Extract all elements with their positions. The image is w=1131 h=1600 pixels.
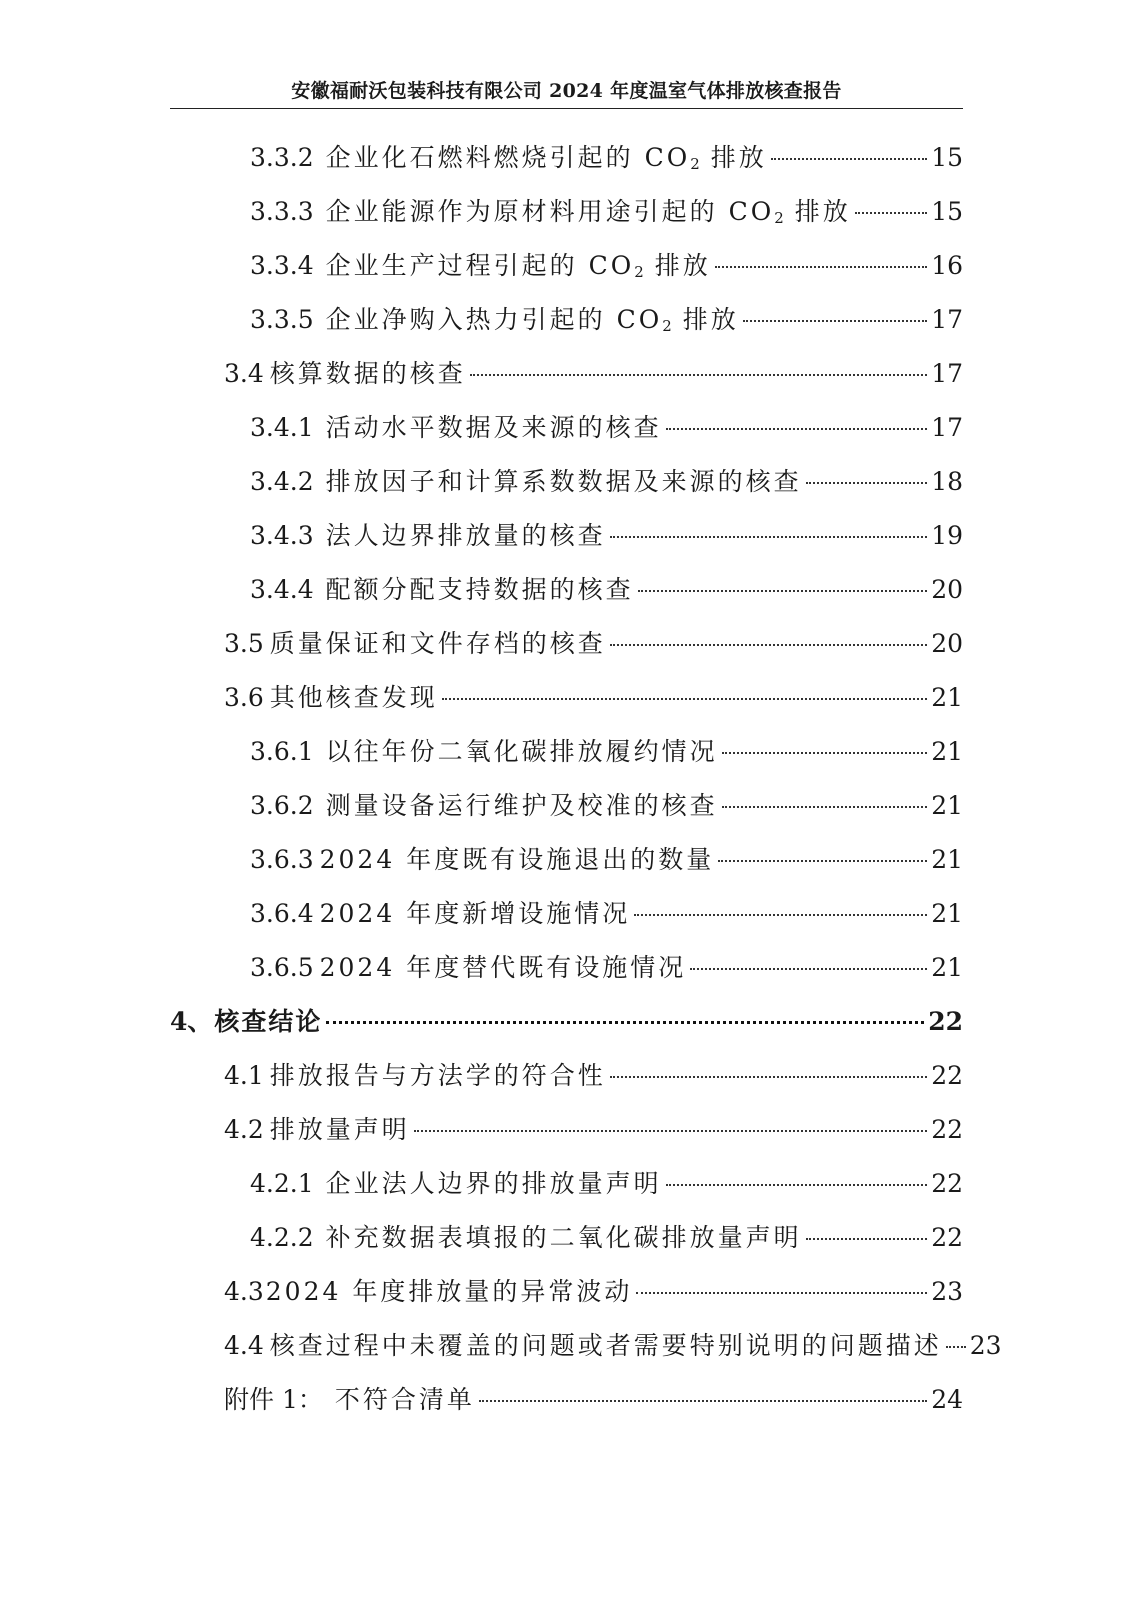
toc-title: 核查过程中未覆盖的问题或者需要特别说明的问题描述 (269, 1331, 942, 1360)
toc-entry-3-5[interactable] (224, 626, 963, 662)
toc-entry-3-6[interactable] (224, 680, 963, 716)
toc-page-number: 17 (931, 305, 963, 334)
toc-number: 3.6.3 (250, 845, 314, 874)
toc-number: 4.2.2 (250, 1223, 314, 1252)
toc-title: 企业法人边界的排放量声明 (325, 1169, 662, 1198)
toc-page-number: 17 (931, 359, 963, 388)
dot-leader (806, 482, 928, 484)
toc-page-number: 21 (931, 899, 963, 928)
toc-number: 3.6.4 (250, 899, 314, 928)
toc-title: 其他核查发现 (269, 683, 438, 712)
dot-leader (855, 212, 927, 214)
dot-leader (326, 1021, 924, 1024)
toc-number: 3.4 (224, 359, 264, 388)
dot-leader (634, 914, 927, 916)
toc-title: 2024 年度排放量的异常波动 (265, 1277, 633, 1306)
toc-entry-4-1[interactable] (224, 1058, 963, 1094)
toc-title: 配额分配支持数据的核查 (325, 575, 634, 604)
toc-number: 3.3.2 (250, 143, 314, 172)
toc-page-number: 22 (931, 1223, 963, 1252)
toc-page-number: 15 (931, 143, 963, 172)
toc-title: 质量保证和文件存档的核查 (269, 629, 606, 658)
toc-number: 4.1 (224, 1061, 264, 1090)
header-rule (170, 108, 963, 109)
toc-number: 3.5 (224, 629, 264, 658)
toc-number: 3.4.3 (250, 521, 314, 550)
toc-entry-appendix-1[interactable] (224, 1382, 963, 1418)
toc-entry-3-4-2[interactable] (250, 464, 963, 500)
dot-leader (638, 590, 928, 592)
toc-title: 核查结论 (214, 1007, 323, 1036)
toc-number: 3.3.4 (250, 251, 314, 280)
dot-leader (806, 1238, 928, 1240)
toc-number: 3.6 (224, 683, 264, 712)
toc-entry-3-4-3[interactable] (250, 518, 963, 554)
toc-entry-3-3-5[interactable] (250, 302, 963, 338)
dot-leader (666, 428, 928, 430)
toc-page-number: 19 (931, 521, 963, 550)
header-title: 安徽福耐沃包装科技有限公司 2024 年度温室气体排放核查报告 (291, 80, 842, 102)
toc-page-number: 18 (931, 467, 963, 496)
toc-page-number: 20 (931, 575, 963, 604)
toc-page-number: 21 (931, 953, 963, 982)
toc-entry-4-3[interactable] (224, 1274, 963, 1310)
dot-leader (722, 806, 928, 808)
toc-page-number: 23 (969, 1331, 1002, 1360)
toc-title: 企业能源作为原材料用途引起的 $CO_2$ 排放 (325, 197, 851, 227)
toc-page-number: 23 (931, 1277, 963, 1306)
toc-number: 3.3.5 (250, 305, 314, 334)
toc-title: 排放因子和计算系数数据及来源的核查 (325, 467, 802, 496)
toc-title: 以往年份二氧化碳排放履约情况 (325, 737, 718, 766)
toc-title: 活动水平数据及来源的核查 (325, 413, 662, 442)
dot-leader (470, 374, 927, 376)
toc-number: 3.6.5 (250, 953, 314, 982)
toc-entry-4-2[interactable] (224, 1112, 963, 1148)
toc-title: 排放报告与方法学的符合性 (269, 1061, 606, 1090)
dot-leader (610, 1076, 927, 1078)
toc-page-number: 16 (931, 251, 963, 280)
toc-number: 4.3 (224, 1277, 264, 1306)
toc-entry-3-6-5[interactable] (250, 950, 963, 986)
dot-leader (666, 1184, 928, 1186)
toc-entry-3-4-4[interactable] (250, 572, 963, 608)
dot-leader (715, 266, 927, 268)
dot-leader (743, 320, 927, 322)
toc-entry-3-4-1[interactable] (250, 410, 963, 446)
toc-number: 3.6.2 (250, 791, 314, 820)
toc-entry-4-2-1[interactable] (250, 1166, 963, 1202)
dot-leader (946, 1346, 966, 1348)
toc-number: 附件 1： (224, 1385, 323, 1414)
toc-title: 2024 年度既有设施退出的数量 (319, 845, 715, 874)
toc-entry-3-6-2[interactable] (250, 788, 963, 824)
toc-page-number: 22 (928, 1007, 963, 1036)
dot-leader (636, 1292, 927, 1294)
toc-page-number: 15 (931, 197, 963, 226)
toc-title: 2024 年度新增设施情况 (319, 899, 631, 928)
toc-title: 法人边界排放量的核查 (325, 521, 606, 550)
toc-title: 测量设备运行维护及校准的核查 (325, 791, 718, 820)
toc-page-number: 22 (931, 1115, 963, 1144)
toc-page-number: 20 (931, 629, 963, 658)
dot-leader (442, 698, 927, 700)
toc-title: 企业生产过程引起的 $CO_2$ 排放 (325, 251, 711, 281)
toc-page-number: 17 (931, 413, 963, 442)
dot-leader (771, 158, 927, 160)
toc-number: 3.6.1 (250, 737, 314, 766)
toc-number: 4、 (170, 1007, 213, 1036)
dot-leader (414, 1130, 927, 1132)
toc-entry-3-6-1[interactable] (250, 734, 963, 770)
toc-number: 4.2.1 (250, 1169, 314, 1198)
toc-title: 补充数据表填报的二氧化碳排放量声明 (325, 1223, 802, 1252)
toc-entry-3-6-4[interactable] (250, 896, 963, 932)
dot-leader (690, 968, 927, 970)
toc-entry-3-6-3[interactable] (250, 842, 963, 878)
toc-page-number: 21 (931, 791, 963, 820)
dot-leader (479, 1400, 927, 1402)
dot-leader (610, 644, 927, 646)
toc-number: 3.4.1 (250, 413, 314, 442)
toc-page-number: 22 (931, 1169, 963, 1198)
toc-title: 不符合清单 (334, 1385, 475, 1414)
toc-title: 企业化石燃料燃烧引起的 $CO_2$ 排放 (325, 143, 767, 173)
toc-title: 2024 年度替代既有设施情况 (319, 953, 687, 982)
toc-title: 企业净购入热力引起的 $CO_2$ 排放 (325, 305, 739, 335)
toc-page-number: 24 (931, 1385, 963, 1414)
toc-number: 3.4.4 (250, 575, 314, 604)
dot-leader (610, 536, 928, 538)
toc-entry-4-2-2[interactable] (250, 1220, 963, 1256)
toc-title: 排放量声明 (269, 1115, 410, 1144)
toc-number: 4.2 (224, 1115, 264, 1144)
toc-number: 4.4 (224, 1331, 264, 1360)
page-header (170, 78, 963, 104)
toc-page-number: 21 (931, 683, 963, 712)
dot-leader (722, 752, 928, 754)
toc-entry-3-3-3[interactable] (250, 194, 963, 230)
toc-entry-3-3-4[interactable] (250, 248, 963, 284)
toc-number: 3.4.2 (250, 467, 314, 496)
toc-entry-4[interactable] (170, 1004, 963, 1040)
toc-entry-4-4[interactable] (224, 1328, 1002, 1364)
toc-page-number: 21 (931, 845, 963, 874)
toc-number: 3.3.3 (250, 197, 314, 226)
toc-page-number: 22 (931, 1061, 963, 1090)
toc-page-number: 21 (931, 737, 963, 766)
toc-entry-3-4[interactable] (224, 356, 963, 392)
dot-leader (718, 860, 927, 862)
toc-entry-3-3-2[interactable] (250, 140, 963, 176)
toc-title: 核算数据的核查 (269, 359, 466, 388)
